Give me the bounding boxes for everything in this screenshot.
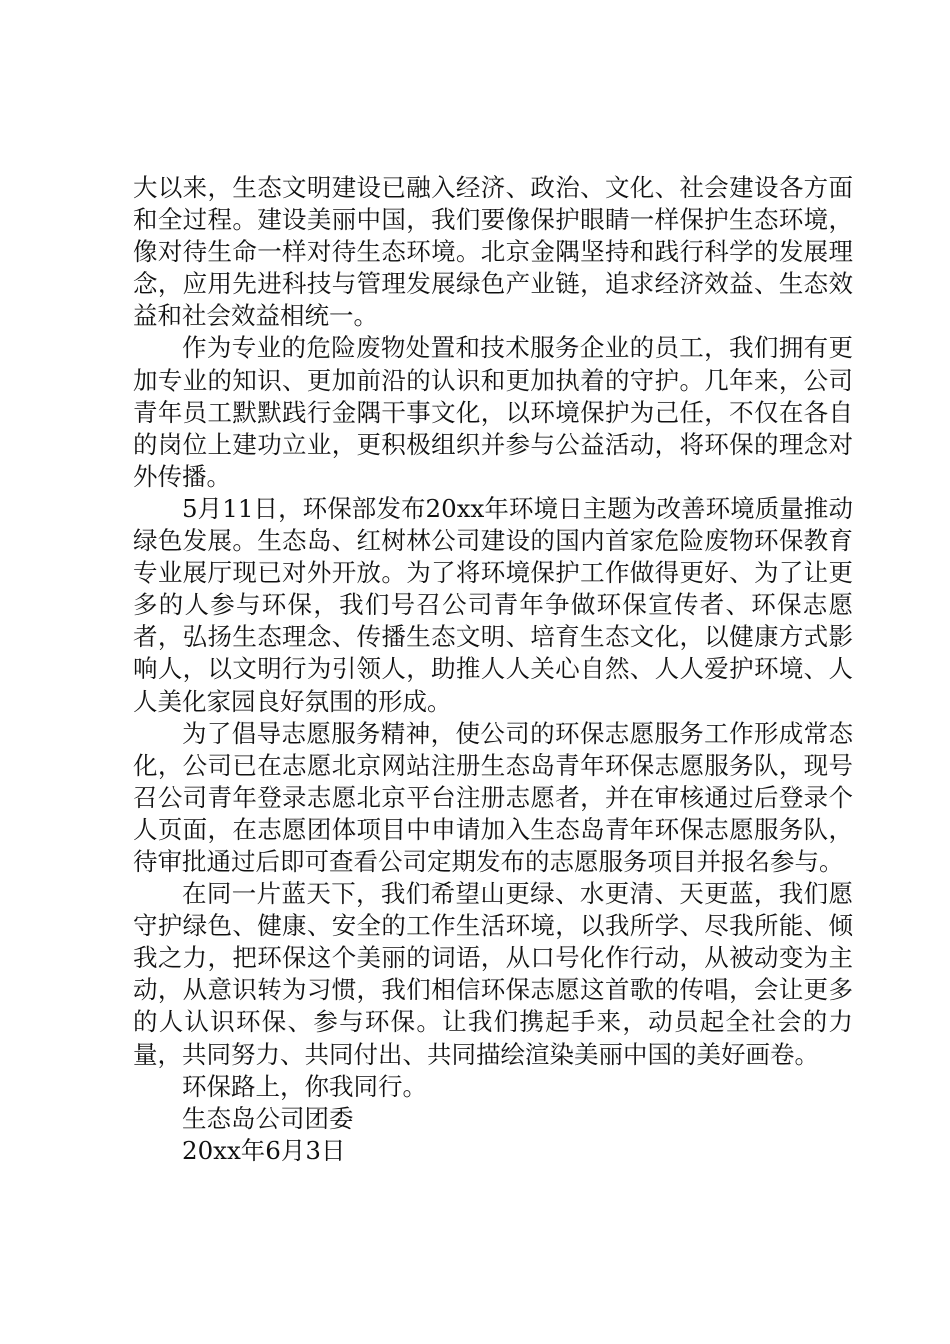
date: 20xx年6月3日: [182, 1135, 346, 1165]
paragraph-1: 大以来，生态文明建设已融入经济、政治、文化、社会建设各方面和全过程。建设美丽中国，我们要像保护眼睛一样保护生态环境，像对待生命一样对待生态环境。北京金隅坚持和践行科学的发展理念，应用先进科技与管理发展绿色产业链，追求经济效益、生态效益和社会效益相统一。: [133, 173, 853, 331]
paragraph-3: 5月11日，环保部发布20xx年环境日主题为改善环境质量推动绿色发展。生态岛、红树林公司建设的国内首家危险废物环保教育专业展厅现已对外开放。为了将环境保护工作做得更好、为了让更多的人参与环保，我们号召公司青年争做环保宣传者、环保志愿者，弘扬生态理念、传播生态文明、培育生态文化，以健康方式影响人，以文明行为引领人，助推人人关心自然、人人爱护环境、人人美化家园良好氛围的形成。: [133, 493, 853, 716]
paragraph-4: 为了倡导志愿服务精神，使公司的环保志愿服务工作形成常态化，公司已在志愿北京网站注册生态岛青年环保志愿服务队，现号召公司青年登录志愿北京平台注册志愿者，并在审核通过后登录个人页面，在志愿团体项目中申请加入生态岛青年环保志愿服务队，待审批通过后即可查看公司定期发布的志愿服务项目并报名参与。: [133, 718, 853, 876]
paragraph-5: 在同一片蓝天下，我们希望山更绿、水更清、天更蓝，我们愿守护绿色、健康、安全的工作生活环境，以我所学、尽我所能、倾我之力，把环保这个美丽的词语，从口号化作行动，从被动变为主动，从意识转为习惯，我们相信环保志愿这首歌的传唱，会让更多的人认识环保、参与环保。让我们携起手来，动员起全社会的力量，共同努力、共同付出、共同描绘渲染美丽中国的美好画卷。: [133, 879, 853, 1069]
signature: 生态岛公司团委: [182, 1103, 354, 1133]
closing-line: 环保路上，你我同行。: [182, 1071, 427, 1101]
document-body: [133, 172, 853, 1167]
paragraph-2: 作为专业的危险废物处置和技术服务企业的员工，我们拥有更加专业的知识、更加前沿的认识和更加执着的守护。几年来，公司青年员工默默践行金隅干事文化，以环境保护为己任，不仅在各自的岗位上建功立业，更积极组织并参与公益活动，将环保的理念对外传播。: [133, 333, 853, 491]
